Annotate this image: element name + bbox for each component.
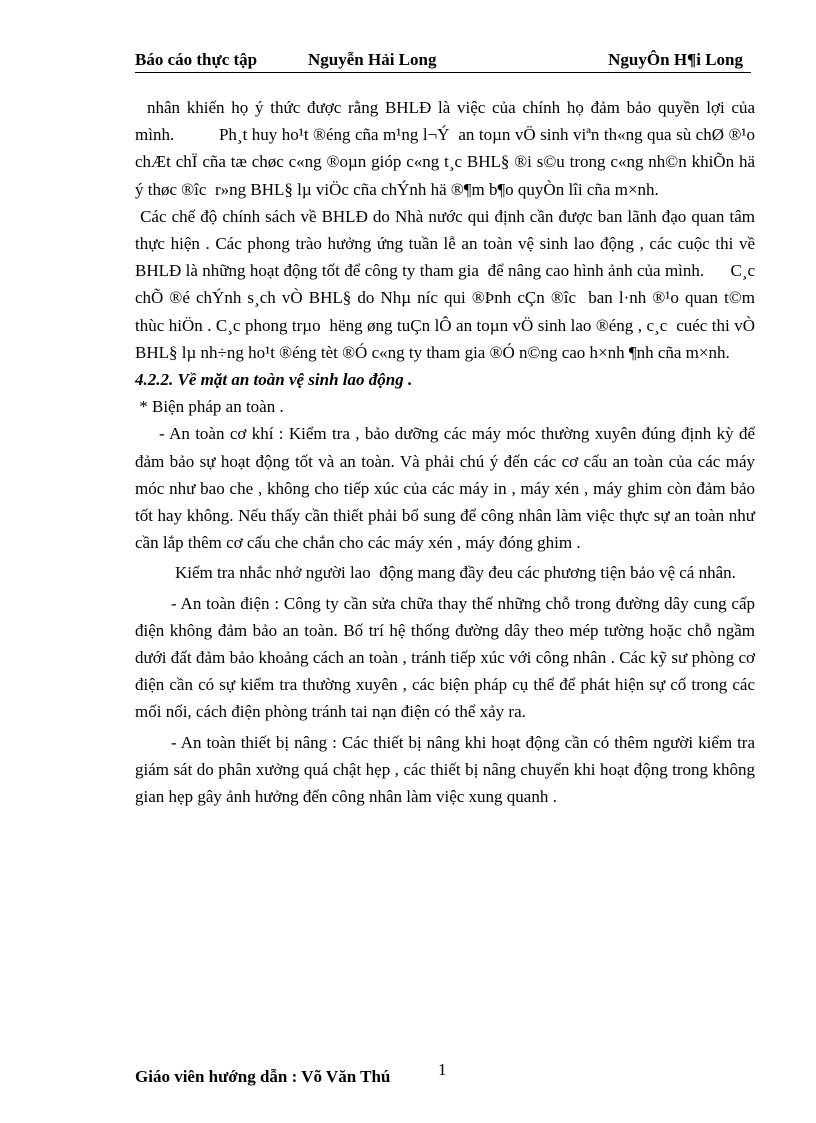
page-header: [135, 50, 751, 73]
ppe-reminder-paragraph: Kiểm tra nhắc nhở người lao động mang đầy đeu các phương tiện bảo vệ cá nhân.: [175, 563, 736, 583]
header-report-title: Báo cáo thực tập: [135, 50, 258, 69]
header-author-name-legacy: NguyÔn H¶i Long: [608, 50, 743, 69]
safety-measures-label: * Biện pháp an toàn .: [135, 397, 284, 417]
electrical-safety-paragraph: - An toàn điện : Công ty cần sửa chữa thay thế những chỗ trong đường dây cung cấp điện không đảm bảo an toàn. Bố trí hệ thống đường dây theo mép tường hoặc chỗ ngầm dưới đất đảm bảo khoảng cách an toàn , tránh tiếp xúc với công nhân . Các kỹ sư phòng cơ điện cần có sự kiểm tra thường xuyên , các biện pháp cụ thể để phát hiện sự cố trong các mối nối, cách điện phòng tránh tai nạn điện có thể xảy ra.: [135, 593, 760, 722]
header-author-name: Nguyễn Hải Long: [308, 50, 437, 69]
paragraph-1: nhân khiến họ ý thức được rằng BHLĐ là việc của chính họ đảm bảo quyền lợi của mình. Ph¸t huy ho¹t ®éng cña m¹ng l¬Ý an toµn vÖ sinh viªn th«ng qua sù chØ ®¹o chÆt chÏ cña tæ chøc c«ng ®oµn gióp c«ng t¸c BHL§ ®i s©u trong c«ng nh©n khiÕn hä ý thøc ®îc r»ng BHL§ lµ viÖc cña chÝnh hä ®¶m b¶o quyÒn lîi cña m×nh.: [135, 98, 760, 199]
page-number: 1: [438, 1060, 447, 1079]
lifting-equipment-safety-paragraph: - An toàn thiết bị nâng : Các thiết bị nâng khi hoạt động cần có thêm người kiểm tra giám sát do phân xưởng quá chật hẹp , các thiết bị nâng chuyển khi hoạt động trong không gian hẹp gây ảnh hưởng đến công nhân làm việc xung quanh .: [135, 732, 760, 807]
mechanical-safety-paragraph: - An toàn cơ khí : Kiểm tra , bảo dưỡng các máy móc thường xuyên đúng định kỳ để đảm bảo sự hoạt động tốt và an toàn. Và phải chú ý đến các cơ cấu an toàn của các máy móc như bao che , không cho tiếp xúc của các máy in , máy xén , máy ghim còn đảm bảo tốt hay không. Nếu thấy cần thiết phải bổ sung để công nhân làm việc thực sự an toàn như cần lắp thêm cơ cấu che chắn cho các máy xén , máy đóng ghim .: [135, 424, 760, 553]
page-footer-supervisor: Giáo viên hướng dẫn : Võ Văn Thú: [135, 1067, 391, 1086]
document-body: [135, 94, 760, 810]
paragraph-2: Các chế độ chính sách về BHLĐ do Nhà nước qui định cần được ban lãnh đạo quan tâm thực hiện . Các phong trào hưởng ứng tuần lễ an toàn vệ sinh lao động , các cuộc thi về BHLĐ là những hoạt động tốt để công ty tham gia để nâng cao hình ảnh của mình. C¸c chÕ ®é chÝnh s¸ch vÒ BHL§ do Nhµ níc qui ®Þnh cÇn ®îc ban l·nh ®¹o quan t©m thùc hiÖn . C¸c phong trµo hëng øng tuÇn lÔ an toµn vÖ sinh lao ®éng , c¸c cuéc thi vÒ BHL§ lµ nh÷ng ho¹t ®éng tèt ®Ó c«ng ty tham gia ®Ó n©ng cao h×nh ¶nh cña m×nh.: [135, 206, 760, 362]
section-heading: 4.2.2. Về mặt an toàn vệ sinh lao động .: [135, 370, 413, 390]
